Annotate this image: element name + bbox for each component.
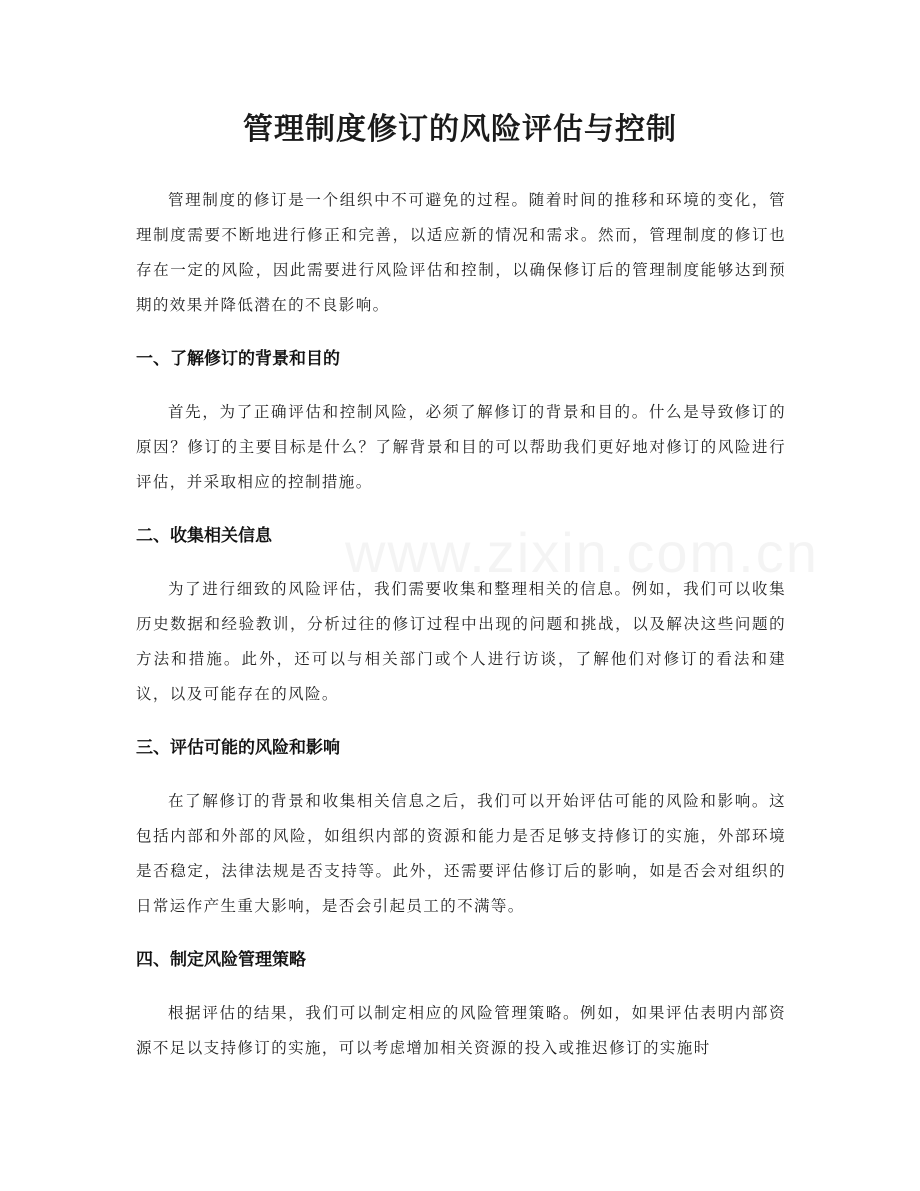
section-paragraph-assess-risk: 在了解修订的背景和收集相关信息之后，我们可以开始评估可能的风险和影响。这包括内部和外部的风险，如组织内部的资源和能力是否足够支持修订的实施，外部环境是否稳定，法律法规是否支持等。此外，还需要评估修订后的影响，如是否会对组织的日常运作产生重大影响，是否会引起员工的不满等。 xyxy=(136,792,786,915)
section-heading-assess-risk: 三、评估可能的风险和影响 xyxy=(136,738,340,758)
section-paragraph-strategy: 根据评估的结果，我们可以制定相应的风险管理策略。例如，如果评估表明内部资源不足以支持修订的实施，可以考虑增加相关资源的投入或推迟修订的实施时 xyxy=(136,1004,786,1057)
intro-paragraph: 管理制度的修订是一个组织中不可避免的过程。随着时间的推移和环境的变化，管理制度需要不断地进行修正和完善，以适应新的情况和需求。然而，管理制度的修订也存在一定的风险，因此需要进行风险评估和控制，以确保修订后的管理制度能够达到预期的效果并降低潜在的不良影响。 xyxy=(136,191,786,314)
section-heading-collect-info: 二、收集相关信息 xyxy=(136,526,272,546)
document-body xyxy=(136,183,786,1066)
section-heading-strategy: 四、制定风险管理策略 xyxy=(136,950,306,970)
section-paragraph-background: 首先，为了正确评估和控制风险，必须了解修订的背景和目的。什么是导致修订的原因？修订的主要目标是什么？了解背景和目的可以帮助我们更好地对修订的风险进行评估，并采取相应的控制措施。 xyxy=(136,403,786,491)
section-heading-background: 一、了解修订的背景和目的 xyxy=(136,349,340,369)
section-paragraph-collect-info: 为了进行细致的风险评估，我们需要收集和整理相关的信息。例如，我们可以收集历史数据和经验教训，分析过往的修订过程中出现的问题和挑战，以及解决这些问题的方法和措施。此外，还可以与相关部门或个人进行访谈，了解他们对修订的看法和建议，以及可能存在的风险。 xyxy=(136,580,786,703)
document-title: 管理制度修订的风险评估与控制 xyxy=(243,112,677,147)
